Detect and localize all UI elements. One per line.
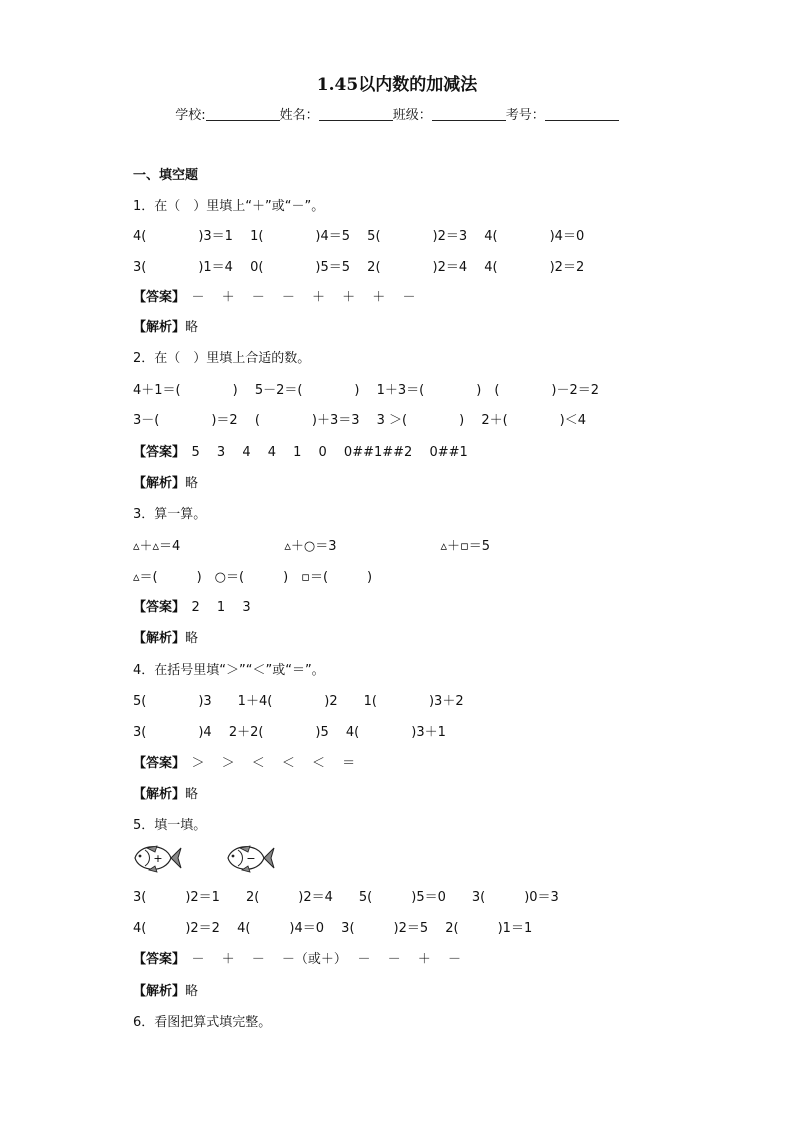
q5-analysis: [133, 984, 198, 1000]
analysis-text: 略: [185, 320, 199, 335]
analysis-text: 略: [185, 476, 199, 491]
exam-no-blank[interactable]: [545, 108, 619, 121]
q3-prompt: 3．算一算。: [133, 507, 207, 522]
fish-plus-icon: [131, 840, 183, 876]
section-heading: 一、填空题: [133, 168, 199, 183]
q5-row1: 3( )2＝1 2( )2＝4 5( )5＝0 3( )0＝3: [133, 890, 559, 905]
q5-row2: 4( )2＝2 4( )4＝0 3( )2＝5 2( )1＝1: [133, 921, 533, 936]
name-label: 姓名：: [279, 108, 319, 123]
name-blank[interactable]: [319, 108, 393, 121]
q4-row2: 3( )4 2＋2( )5 4( )3＋1: [133, 725, 446, 740]
analysis-text: 略: [185, 631, 199, 646]
answer-values: 5 3 4 4 1 0 0##1##2 0##1: [178, 445, 468, 460]
q1-row1: 4( )3＝1 1( )4＝5 5( )2＝3 4( )4＝0: [133, 229, 585, 244]
q2-analysis: [133, 476, 198, 492]
analysis-text: 略: [185, 984, 199, 999]
q2-answer: [133, 445, 468, 461]
school-label: 学校:: [175, 108, 206, 123]
fish-minus-sign: −: [246, 852, 256, 865]
fish-minus-icon: [224, 840, 276, 876]
q2-prompt: 2．在（ ）里填上合适的数。: [133, 351, 311, 366]
q1-row2: 3( )1＝4 0( )5＝5 2( )2＝4 4( )2＝2: [133, 260, 585, 275]
class-label: 班级：: [392, 108, 432, 123]
q1-analysis: [133, 320, 198, 336]
q3-analysis: [133, 631, 198, 647]
analysis-label: 【解析】: [133, 320, 186, 335]
q3-row2: ▵＝( ) ○＝( ) ▫＝( ): [133, 570, 373, 585]
analysis-label: 【解析】: [133, 787, 186, 802]
answer-label: 【答案】: [133, 756, 179, 771]
page-title: 1.45以内数的加减法: [316, 75, 478, 95]
exam-no-label: 考号：: [505, 108, 545, 123]
answer-label: 【答案】: [133, 290, 179, 305]
answer-values: － ＋ － －（或＋） － － ＋ －: [178, 952, 461, 967]
school-blank[interactable]: [206, 108, 280, 121]
answer-values: 2 1 3: [178, 600, 251, 615]
q2-row1: 4＋1＝( ) 5－2＝( ) 1＋3＝( ) ( )－2＝2: [133, 383, 600, 398]
student-info-line: [0, 104, 794, 123]
q4-prompt: 4．在括号里填“＞”“＜”或“＝”。: [133, 663, 325, 678]
answer-label: 【答案】: [133, 952, 179, 967]
q4-row1: 5( )3 1＋4( )2 1( )3＋2: [133, 694, 464, 709]
q1-answer: [133, 290, 415, 306]
answer-values: － ＋ － － ＋ ＋ ＋ －: [178, 290, 416, 305]
q1-prompt: 1．在（ ）里填上“＋”或“－”。: [133, 199, 325, 214]
q2-row2: 3－( )＝2 ( )＋3＝3 3 ＞( ) 2＋( )＜4: [133, 413, 587, 428]
q3-answer: [133, 600, 251, 616]
analysis-label: 【解析】: [133, 476, 186, 491]
answer-label: 【答案】: [133, 445, 179, 460]
q6-prompt: 6．看图把算式填完整。: [133, 1015, 272, 1030]
q5-answer: [133, 952, 461, 968]
answer-values: ＞ ＞ ＜ ＜ ＜ ＝: [178, 756, 356, 771]
analysis-text: 略: [185, 787, 199, 802]
fish-plus-sign: +: [153, 852, 163, 865]
analysis-label: 【解析】: [133, 984, 186, 999]
q4-analysis: [133, 787, 198, 803]
analysis-label: 【解析】: [133, 631, 186, 646]
q4-answer: [133, 756, 355, 772]
answer-label: 【答案】: [133, 600, 179, 615]
q5-prompt: 5．填一填。: [133, 818, 207, 833]
q3-row1: ▵＋▵＝4 ▵＋○＝3 ▵＋▫＝5: [133, 539, 491, 554]
class-blank[interactable]: [432, 108, 506, 121]
